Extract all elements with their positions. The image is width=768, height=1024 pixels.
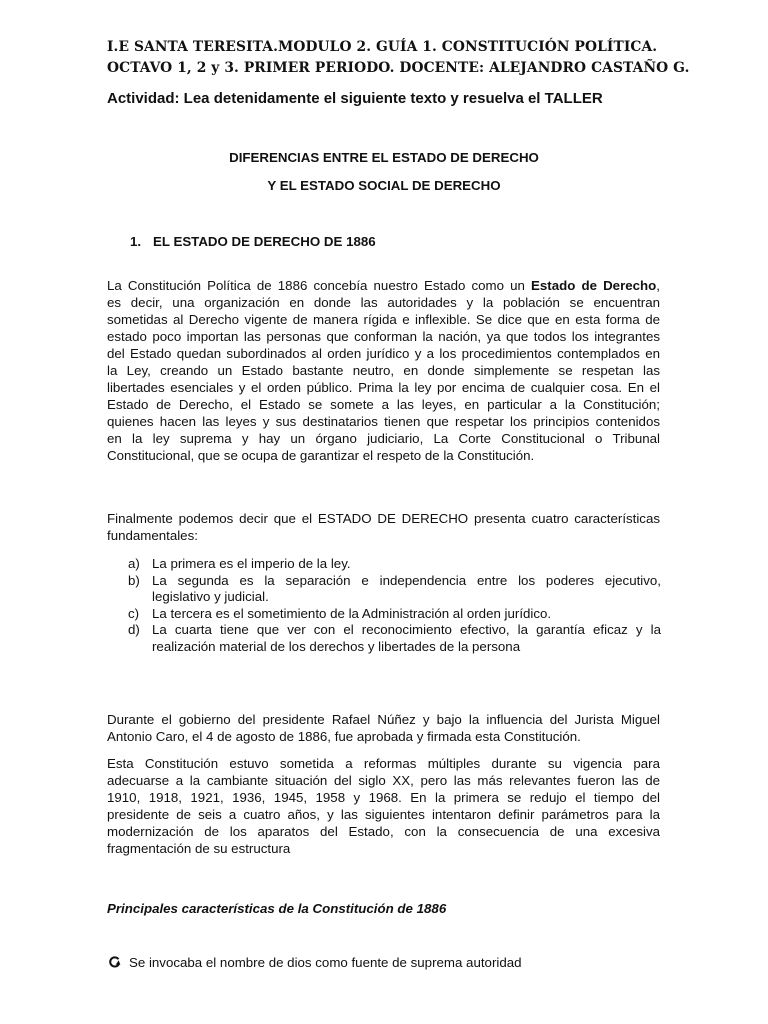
paragraph-line: Durante el gobierno del presidente Rafael Núñez y bajo la influencia del Jurista Miguel: [107, 712, 660, 727]
list-item-text: La segunda es la separación e independencia entre los poderes ejecutivo,: [152, 572, 661, 588]
paragraph-line: adecuarse a la cambiante situación del siglo XX, pero las más relevantes fueron las de: [107, 773, 660, 788]
list-marker: c): [128, 605, 140, 621]
paragraph-line: libertades esenciales y el orden público. Prima la ley por encima de cualquier cosa. En el: [107, 380, 660, 395]
paragraph-line: quienes hacen las leyes y sus destinatarios tienen que respetar los principios contenidos: [107, 414, 660, 429]
paragraph-line: Antonio Caro, el 4 de agosto de 1886, fue aprobada y firmada esta Constitución.: [107, 729, 581, 744]
list-item-text: legislativo y judicial.: [152, 589, 269, 604]
list-marker: a): [128, 556, 140, 571]
paragraph-reformas: [107, 755, 660, 857]
list-marker: b): [128, 572, 140, 588]
paragraph-line: fundamentales:: [107, 528, 198, 543]
bullet-text: Se invocaba el nombre de dios como fuente de suprema autoridad: [129, 955, 522, 970]
paragraph-rafael-nunez: [107, 711, 660, 745]
paragraph-line: en la ley suprema y hay un órgano judiciario, La Corte Constitucional o Tribunal: [107, 431, 660, 446]
list-item-text: La cuarta tiene que ver con el reconocimiento efectivo, la garantía eficaz y la: [152, 622, 661, 637]
header-line-2: OCTAVO 1, 2 y 3. PRIMER PERIODO. DOCENTE: ALEJANDRO CASTAÑO G.: [107, 60, 690, 76]
list-item: [128, 556, 661, 573]
subheading-principales-caracteristicas: Principales características de la Constitución de 1886: [107, 901, 447, 916]
text-run: ,: [656, 278, 660, 293]
paragraph-caracteristicas-intro: [107, 510, 660, 544]
paragraph-line: modernización de los aparatos del Estado, con la consecuencia de una excesiva: [107, 824, 660, 839]
paragraph-estado-de-derecho: [107, 277, 660, 464]
paragraph-line: [107, 277, 660, 294]
paragraph-line: Esta Constitución estuvo sometida a reformas múltiples durante su vigencia para: [107, 756, 660, 771]
paragraph-line: Estado de Derecho, el Estado se somete a las leyes, en particular a la Constitución;: [107, 397, 660, 412]
list-marker: d): [128, 622, 140, 637]
list-item-text: La tercera es el sometimiento de la Administración al orden jurídico.: [152, 605, 552, 621]
paragraph-line: fragmentación de su estructura: [107, 841, 291, 856]
list-item: [128, 573, 661, 606]
activity-instruction: Actividad: Lea detenidamente el siguiente texto y resuelva el TALLER: [107, 90, 603, 107]
list-item-text: La primera es el imperio de la ley.: [152, 556, 351, 571]
curved-arrow-icon: [107, 955, 129, 971]
paragraph-line: Constitucional, que se ocupa de garantizar el respeto de la Constitución.: [107, 448, 535, 463]
document-title-line-1: DIFERENCIAS ENTRE EL ESTADO DE DERECHO: [229, 150, 539, 165]
paragraph-line: sometidas al Derecho vigente de manera rígida e inflexible. Se dice que en esta forma de: [107, 312, 660, 327]
header-line-1: I.E SANTA TERESITA.MODULO 2. GUÍA 1. CONSTITUCIÓN POLÍTICA.: [107, 39, 658, 55]
list-item-text: realización material de los derechos y libertades de la persona: [152, 638, 521, 654]
paragraph-line: estado poco importan las personas que conforman la nación, ya que todos los integrantes: [107, 329, 660, 344]
bullet-item: [107, 955, 522, 971]
section-number: 1.: [130, 234, 142, 249]
characteristics-list: [128, 556, 661, 655]
paragraph-line: del Estado quedan subordinados al orden jurídico y a los procedimientos contemplados en: [107, 346, 660, 361]
bold-term: Estado de Derecho: [531, 278, 657, 293]
paragraph-line: Finalmente podemos decir que el ESTADO DE DERECHO presenta cuatro características: [107, 511, 660, 526]
document-title-line-2: Y EL ESTADO SOCIAL DE DERECHO: [267, 178, 501, 193]
paragraph-line: presidente de seis a cuatro años, y las siguientes intentaron definir parámetros para la: [107, 807, 660, 822]
text-run: La Constitución Política de 1886 concebía nuestro Estado como un: [107, 278, 525, 293]
paragraph-line: 1910, 1918, 1921, 1936, 1945, 1958 y 1968. En la primera se redujo el tiempo del: [107, 790, 660, 805]
list-item: [128, 622, 661, 655]
paragraph-line: es decir, una organización en donde las autoridades y la población se encuentran: [107, 295, 660, 310]
paragraph-line: la Ley, creando un Estado bastante neutro, en donde simplemente se respetan las: [107, 363, 660, 378]
section-title: EL ESTADO DE DERECHO DE 1886: [153, 234, 376, 249]
section-heading: [130, 234, 376, 249]
list-item: [128, 606, 661, 623]
